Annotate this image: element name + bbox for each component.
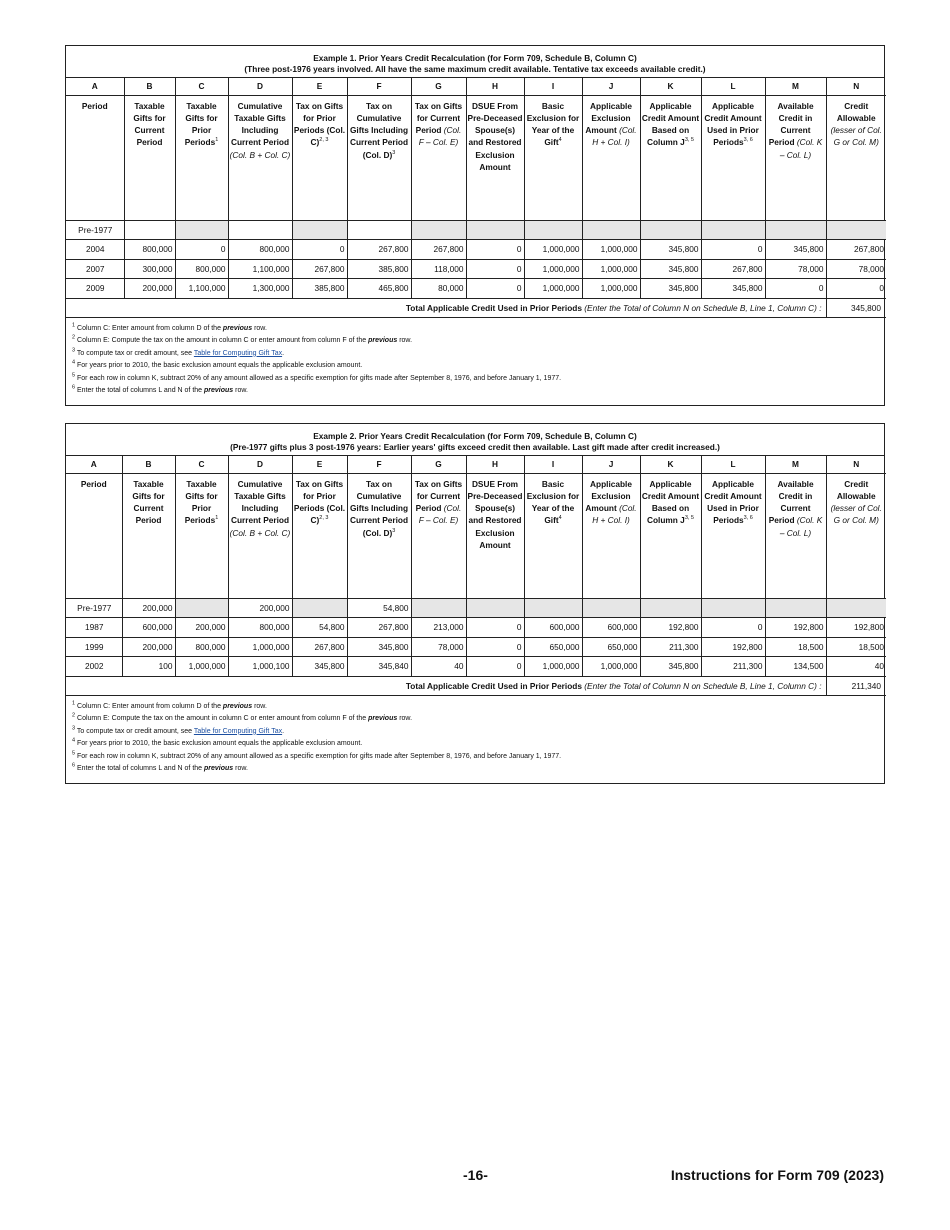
table-cell: 800,000 [228,240,292,260]
table-cell: 200,000 [124,279,175,299]
footnote: $^5$ For each row in column K, subtract 20% of any amount allowed as a specific exemption for gifts made after September 8, 1976, and before January 1, 1977. [72,750,562,760]
col-letter: L [701,456,765,473]
col-letter: N [826,78,886,95]
table-cell [582,598,640,618]
column-letter-row [66,78,886,95]
table-cell: 600,000 [582,618,640,638]
table-row [66,220,886,240]
table-cell: 1,000,000 [524,279,582,299]
total-row [66,298,886,317]
table-row [66,657,886,677]
table-cell [411,598,466,618]
table-cell: 78,000 [826,259,886,279]
table-cell: 2004 [66,240,124,260]
table-cell: 1,000,000 [175,657,228,677]
col-header-cumulative-gifts: Cumulative Taxable Gifts Including Current Period (Col. B + Col. C) [228,95,292,220]
col-header-tax-current: Tax on Gifts for Current Period (Col. F – Col. E) [411,95,466,220]
col-letter: A [66,78,124,95]
footnote: $^1$ Column C: Enter amount from column D of the previous row. [72,700,267,710]
table-cell: 1999 [66,637,122,657]
table-cell: 1,000,000 [582,259,640,279]
total-row [66,676,886,695]
table-cell: 18,500 [826,637,886,657]
col-header-applicable-exclusion: Applicable Exclusion Amount (Col. H + Col. I) [582,95,640,220]
table-cell [765,598,826,618]
table-cell: 800,000 [175,637,228,657]
table-cell: 40 [411,657,466,677]
table-row [66,259,886,279]
table-cell: 1,000,100 [228,657,292,677]
table-cell: 1,000,000 [524,259,582,279]
col-header-tax-prior: Tax on Gifts for Prior Periods (Col. C)$^{2, 3}$ [292,473,347,598]
col-letter: K [640,456,701,473]
table-cell [347,220,411,240]
table-cell: 0 [466,279,524,299]
gift-tax-table-link[interactable]: Table for Computing Gift Tax [193,727,283,735]
table-cell: 345,800 [701,279,765,299]
table-cell: 650,000 [524,637,582,657]
col-header-applicable-exclusion: Applicable Exclusion Amount (Col. H + Col. I) [582,473,640,598]
table-cell: 267,800 [292,637,347,657]
table-cell: 54,800 [292,618,347,638]
footnote: $^4$ For years prior to 2010, the basic exclusion amount equals the applicable exclusion amount. [72,359,363,369]
table-cell [765,220,826,240]
col-letter: M [765,456,826,473]
example-1-caption [66,46,884,78]
table-cell: 0 [175,240,228,260]
table-cell [175,220,228,240]
table-row [66,240,886,260]
table-cell: 345,840 [347,657,411,677]
col-header-available-credit: Available Credit in Current Period (Col. K – Col. L) [765,473,826,598]
col-header-tax-cumulative: Tax on Cumulative Gifts Including Current Period (Col. D)$^3$ [347,95,411,220]
table-cell [826,598,886,618]
table-cell [175,598,228,618]
table-cell: 267,800 [701,259,765,279]
table-row [66,618,886,638]
col-header-period: Period [66,95,124,220]
col-letter: J [582,456,640,473]
table-cell: 1,000,000 [582,279,640,299]
table-cell: 345,800 [640,279,701,299]
col-header-taxable-gifts-current: Taxable Gifts for Current Period [124,95,175,220]
example-1-subtitle: (Three post-1976 years involved. All have the same maximum credit available. Tentative tax exceeds available credit.) [244,64,706,74]
table-cell: 192,800 [640,618,701,638]
col-letter: G [411,456,466,473]
col-letter: B [124,78,175,95]
table-cell: 0 [826,279,886,299]
col-header-tax-prior: Tax on Gifts for Prior Periods (Col. C)$^{2, 3}$ [292,95,347,220]
table-cell: 1,000,000 [582,657,640,677]
table-cell: 0 [701,240,765,260]
table-cell: 1,300,000 [228,279,292,299]
table-cell: 267,800 [292,259,347,279]
table-cell [466,220,524,240]
table-cell: 200,000 [122,598,175,618]
col-header-dsue: DSUE From Pre-Deceased Spouse(s) and Restored Exclusion Amount [466,473,524,598]
footer-title: Instructions for Form 709 (2023) [670,1167,884,1183]
col-header-cumulative-gifts: Cumulative Taxable Gifts Including Current Period (Col. B + Col. C) [228,473,292,598]
column-header-row [66,473,886,598]
col-header-tax-current: Tax on Gifts for Current Period (Col. F – Col. E) [411,473,466,598]
col-header-available-credit: Available Credit in Current Period (Col. K – Col. L) [765,95,826,220]
table-cell: 0 [466,637,524,657]
table-cell [524,598,582,618]
table-cell: 0 [466,618,524,638]
table-cell: 2002 [66,657,122,677]
table-cell [640,598,701,618]
table-cell: 345,800 [640,657,701,677]
col-header-dsue: DSUE From Pre-Deceased Spouse(s) and Restored Exclusion Amount [466,95,524,220]
table-cell: 100 [122,657,175,677]
col-header-period: Period [66,473,122,598]
page-number: -16- [463,1167,488,1183]
table-cell: 267,800 [347,240,411,260]
table-cell: 345,800 [640,259,701,279]
col-header-credit-used-prior: Applicable Credit Amount Used in Prior Periods$^{3, 6}$ [701,95,765,220]
col-header-taxable-gifts-prior: Taxable Gifts for Prior Periods$^1$ [175,473,228,598]
example-1-footnotes [66,318,884,405]
table-cell: 800,000 [228,618,292,638]
col-letter: L [701,78,765,95]
table-cell: 600,000 [524,618,582,638]
example-2-caption [66,424,884,456]
example-1-title: Example 1. Prior Years Credit Recalculation (for Form 709, Schedule B, Column C) [313,53,637,63]
total-value: 345,800 [826,298,886,317]
col-header-applicable-credit: Applicable Credit Amount Based on Column J$^{3, 5}$ [640,473,701,598]
col-letter: K [640,78,701,95]
total-label: Total Applicable Credit Used in Prior Periods (Enter the Total of Column N on Schedule B, Line 1, Column C) : [66,298,826,317]
col-header-taxable-gifts-prior: Taxable Gifts for Prior Periods$^1$ [175,95,228,220]
table-cell [124,220,175,240]
table-cell: 600,000 [122,618,175,638]
col-header-basic-exclusion: Basic Exclusion for Year of the Gift$^4$ [524,95,582,220]
table-row [66,279,886,299]
table-cell [640,220,701,240]
table-cell: 2009 [66,279,124,299]
col-letter: J [582,78,640,95]
footnote: $^6$ Enter the total of columns L and N of the previous row. [72,762,248,772]
table-cell [582,220,640,240]
table-cell: 345,800 [292,657,347,677]
table-cell: 1,100,000 [228,259,292,279]
table-cell: 267,800 [826,240,886,260]
col-header-credit-allowable: Credit Allowable (lesser of Col. G or Col. M) [826,95,886,220]
table-cell: 213,000 [411,618,466,638]
table-cell: 192,800 [765,618,826,638]
table-cell: Pre-1977 [66,220,124,240]
table-cell: 18,500 [765,637,826,657]
table-cell: 345,800 [640,240,701,260]
table-cell: 1,100,000 [175,279,228,299]
example-2-subtitle: (Pre-1977 gifts plus 3 post-1976 years: Earlier years' gifts exceed credit then available. Last gift made after credit increased.) [230,442,720,452]
table-cell: 200,000 [122,637,175,657]
table-cell: 54,800 [347,598,411,618]
table-cell: 0 [466,259,524,279]
col-header-basic-exclusion: Basic Exclusion for Year of the Gift$^4$ [524,473,582,598]
table-cell: 0 [466,657,524,677]
table-cell: 1,000,000 [524,240,582,260]
total-value: 211,340 [826,676,886,695]
col-letter: H [466,78,524,95]
footnote: $^3$ To compute tax or credit amount, see Table for Computing Gift Tax. [72,347,285,357]
table-cell [524,220,582,240]
table-cell: 134,500 [765,657,826,677]
table-cell: 465,800 [347,279,411,299]
table-cell: 1987 [66,618,122,638]
col-letter: D [228,456,292,473]
col-letter: N [826,456,886,473]
col-header-credit-used-prior: Applicable Credit Amount Used in Prior Periods$^{3, 6}$ [701,473,765,598]
col-letter: I [524,456,582,473]
example-1-box [65,45,885,406]
col-letter: D [228,78,292,95]
table-cell: 385,800 [347,259,411,279]
column-header-row [66,95,886,220]
col-letter: I [524,78,582,95]
total-label: Total Applicable Credit Used in Prior Periods (Enter the Total of Column N on Schedule B, Line 1, Column C) : [66,676,826,695]
table-cell: 200,000 [228,598,292,618]
table-cell: 211,300 [640,637,701,657]
table-cell: 192,800 [826,618,886,638]
footnote: $^5$ For each row in column K, subtract 20% of any amount allowed as a specific exemption for gifts made after September 8, 1976, and before January 1, 1977. [72,372,562,382]
col-header-taxable-gifts-current: Taxable Gifts for Current Period [122,473,175,598]
col-letter: F [347,78,411,95]
footnote: $^4$ For years prior to 2010, the basic exclusion amount equals the applicable exclusion amount. [72,737,363,747]
table-cell: 0 [466,240,524,260]
col-header-credit-allowable: Credit Allowable (lesser of Col. G or Col. M) [826,473,886,598]
table-cell [701,598,765,618]
table-row [66,637,886,657]
table-cell: 345,800 [765,240,826,260]
footnote: $^6$ Enter the total of columns L and N of the previous row. [72,384,248,394]
table-cell [292,220,347,240]
table-cell: 211,300 [701,657,765,677]
table-cell: 78,000 [765,259,826,279]
table-cell: 80,000 [411,279,466,299]
table-cell: 78,000 [411,637,466,657]
table-cell: 267,800 [347,618,411,638]
table-cell: 0 [701,618,765,638]
col-letter: C [175,78,228,95]
table-cell: 200,000 [175,618,228,638]
table-cell: 345,800 [347,637,411,657]
col-header-tax-cumulative: Tax on Cumulative Gifts Including Current Period (Col. D)$^3$ [347,473,411,598]
col-letter: B [122,456,175,473]
col-header-applicable-credit: Applicable Credit Amount Based on Column J$^{3, 5}$ [640,95,701,220]
table-cell: 0 [765,279,826,299]
table-cell: 0 [292,240,347,260]
table-cell: 1,000,000 [582,240,640,260]
col-letter: E [292,456,347,473]
footnote: $^2$ Column E: Compute the tax on the amount in column C or enter amount from column F of the previous row. [72,334,413,344]
col-letter: C [175,456,228,473]
table-cell: 40 [826,657,886,677]
col-letter: M [765,78,826,95]
example-2-title: Example 2. Prior Years Credit Recalculation (for Form 709, Schedule B, Column C) [313,431,637,441]
gift-tax-table-link[interactable]: Table for Computing Gift Tax [193,349,283,357]
column-letter-row [66,456,886,473]
table-cell [466,598,524,618]
example-2-box [65,423,885,784]
table-cell: Pre-1977 [66,598,122,618]
table-cell: 300,000 [124,259,175,279]
col-letter: G [411,78,466,95]
table-cell: 1,000,000 [228,637,292,657]
table-cell: 267,800 [411,240,466,260]
table-cell: 650,000 [582,637,640,657]
table-cell: 192,800 [701,637,765,657]
table-cell: 800,000 [175,259,228,279]
example-2-footnotes [66,696,884,783]
table-cell [228,220,292,240]
footnote: $^3$ To compute tax or credit amount, see Table for Computing Gift Tax. [72,725,285,735]
col-letter: H [466,456,524,473]
col-letter: A [66,456,122,473]
table-cell: 1,000,000 [524,657,582,677]
table-cell [701,220,765,240]
table-cell [411,220,466,240]
footnote: $^2$ Column E: Compute the tax on the amount in column C or enter amount from column F of the previous row. [72,712,413,722]
table-cell [292,598,347,618]
example-2-table [66,456,886,696]
table-row [66,598,886,618]
table-cell: 800,000 [124,240,175,260]
table-cell: 118,000 [411,259,466,279]
example-1-table [66,78,886,318]
table-cell: 385,800 [292,279,347,299]
footnote: $^1$ Column C: Enter amount from column D of the previous row. [72,322,267,332]
table-cell: 2007 [66,259,124,279]
col-letter: E [292,78,347,95]
table-cell [826,220,886,240]
col-letter: F [347,456,411,473]
